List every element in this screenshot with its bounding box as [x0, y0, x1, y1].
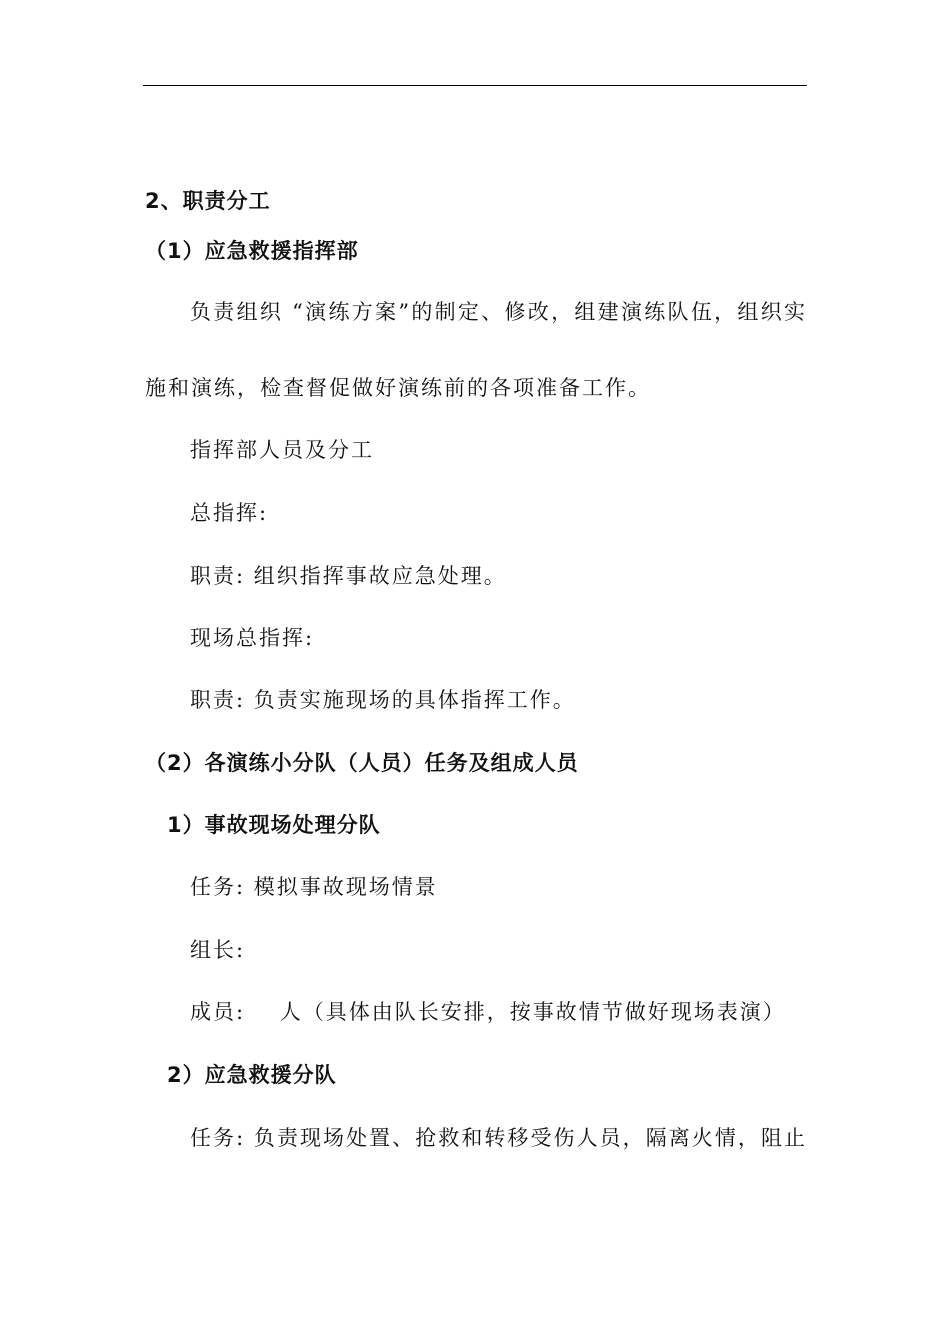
site-chief-label: 现场总指挥: [190, 626, 315, 650]
paragraph-line: 负责组织 “演练方案”的制定、修改，组建演练队伍，组织实 [190, 300, 807, 324]
team-members: 成员: 人（具体由队长安排，按事故情节做好现场表演） [190, 1000, 786, 1024]
team-task: 任务: 模拟事故现场情景 [190, 875, 438, 899]
paragraph-line: 施和演练，检查督促做好演练前的各项准备工作。 [145, 376, 651, 400]
team-heading: 2）应急救援分队 [167, 1063, 337, 1087]
subsection-heading-command: （1）应急救援指挥部 [145, 239, 359, 263]
chief-duty: 职责: 组织指挥事故应急处理。 [190, 564, 507, 588]
team-heading: 1）事故现场处理分队 [167, 813, 381, 837]
header-rule [143, 85, 807, 86]
team-leader: 组长: [190, 938, 246, 962]
team-task: 任务: 负责现场处置、抢救和转移受伤人员，隔离火情，阻止 [190, 1126, 807, 1150]
staff-heading: 指挥部人员及分工 [190, 438, 374, 462]
section-heading: 2、职责分工 [145, 189, 271, 213]
chief-label: 总指挥: [190, 501, 269, 525]
subsection-heading-teams: （2）各演练小分队（人员）任务及组成人员 [145, 751, 579, 775]
site-chief-duty: 职责: 负责实施现场的具体指挥工作。 [190, 688, 576, 712]
